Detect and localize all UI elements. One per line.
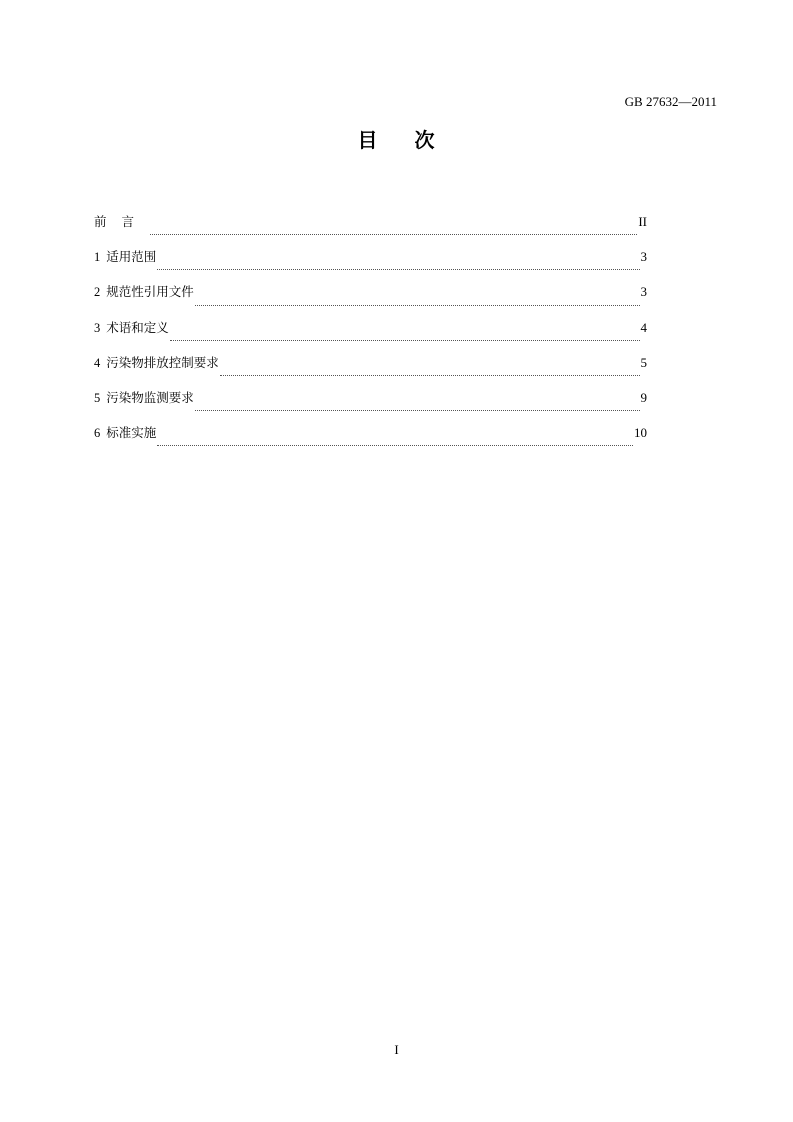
toc-entry-emission-control[interactable] bbox=[94, 353, 647, 388]
table-of-contents bbox=[94, 212, 647, 458]
dot-leader bbox=[170, 339, 640, 341]
page-number: I bbox=[394, 1042, 399, 1057]
toc-entry-scope[interactable] bbox=[94, 247, 647, 282]
dot-leader bbox=[195, 409, 640, 411]
toc-entry-number: 1 bbox=[94, 250, 101, 265]
toc-entry-label: 术语和定义 bbox=[106, 319, 169, 335]
dot-leader bbox=[195, 304, 640, 306]
dot-leader bbox=[150, 233, 637, 235]
toc-entry-foreword[interactable] bbox=[94, 212, 647, 247]
toc-entry-label: 适用范围 bbox=[106, 249, 157, 265]
toc-entry-page: 3 bbox=[640, 284, 647, 300]
toc-entry-number: 5 bbox=[94, 390, 101, 405]
toc-entry-label: 污染物排放控制要求 bbox=[106, 354, 219, 370]
toc-entry-label: 前言 bbox=[94, 214, 150, 229]
toc-entry-implementation[interactable] bbox=[94, 423, 647, 458]
toc-entry-label: 污染物监测要求 bbox=[106, 389, 194, 405]
toc-entry-terms-definitions[interactable] bbox=[94, 318, 647, 353]
toc-entry-page: 10 bbox=[634, 425, 647, 441]
toc-entry-page: II bbox=[638, 214, 647, 229]
title-char-2: 次 bbox=[414, 128, 436, 152]
toc-entry-label: 规范性引用文件 bbox=[106, 284, 194, 300]
toc-entry-number: 2 bbox=[94, 285, 101, 300]
toc-entry-number: 3 bbox=[94, 320, 101, 335]
toc-entry-page: 9 bbox=[640, 389, 647, 405]
toc-entry-page: 3 bbox=[640, 249, 647, 265]
dot-leader bbox=[157, 268, 639, 270]
toc-entry-page: 4 bbox=[640, 319, 647, 335]
toc-entry-page: 5 bbox=[640, 354, 647, 370]
page-title bbox=[0, 126, 793, 154]
dot-leader bbox=[220, 374, 640, 376]
toc-entry-number: 6 bbox=[94, 426, 101, 441]
toc-entry-label: 标准实施 bbox=[106, 425, 157, 441]
toc-entry-number: 4 bbox=[94, 355, 101, 370]
standard-code: GB 27632—2011 bbox=[624, 94, 717, 109]
toc-entry-monitoring[interactable] bbox=[94, 388, 647, 423]
dot-leader bbox=[157, 444, 633, 446]
title-char-1: 目 bbox=[357, 128, 379, 152]
toc-entry-normative-references[interactable] bbox=[94, 282, 647, 317]
